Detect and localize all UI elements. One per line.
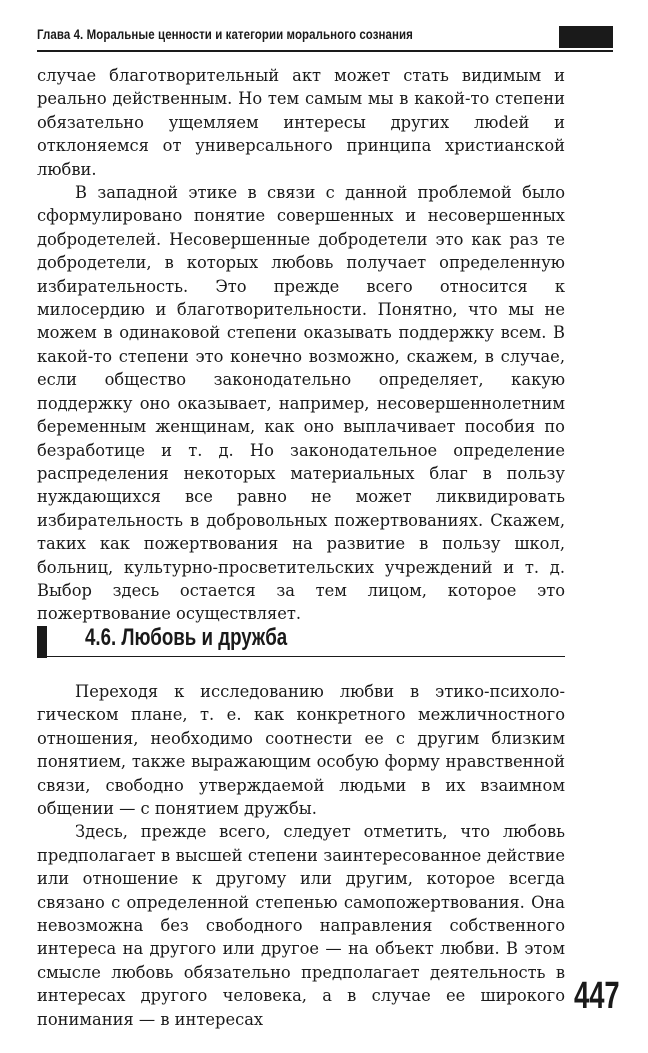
paragraph: В западной этике в связи с данной проблемой было сформулировано понятие совершенных и несовершенных добродетелей. Несовершенные добродетели это как раз те добродетели, в которых любовь получает определенную избирательность. Это прежде всего относится к милосердию и благотворительности. Понятно, что мы не можем в одинаковой степени оказывать поддержку всем. В какой-то степени это конечно возможно, скажем, в случае, если общество законодательно определяет, какую поддержку оно оказывает, например, несовершеннолетним беременным женщинам, как оно выплачивает пособия по безработице и т. д. Но законодательное определение распределения некоторых материальных благ в пользу нуждающихся все равно не может ликвидировать избирательность в добровольных пожертвованиях. Скажем, таких как пожертвования на развитие в пользу школ, больниц, культурно-просветительских учреждений и т. д. Выбор здесь остается за тем лицом, которое это пожертвование осуществляет.	[37, 183, 565, 624]
page-number: 447	[574, 975, 620, 1017]
section-marker	[37, 626, 47, 658]
text-block-bottom	[37, 680, 565, 1031]
running-head-title: Глава 4. Моральные ценности и категории морального сознания	[37, 26, 413, 42]
section-title: 4.6. Любовь и дружба	[85, 624, 288, 651]
paragraph-continued: случае благотворительный акт может стать видимым и реально действенным. Но тем самым мы в какой-то степени обязательно ущемляем интересы других люdей и отклоняемся от универсального принципа христианской любви.	[37, 66, 565, 179]
running-head	[37, 22, 613, 52]
paragraph: Переходя к исследованию любви в этико-психологическом плане, т. е. как конкретного межличностного отношения, необходимо соотнести ее с другим близким понятием, также выражающим особую форму нравственной связи, свободно утверждаемой людьми в их взаимном общении — с понятием дружбы.	[37, 682, 565, 819]
paragraph: Здесь, прежде всего, следует отметить, что любовь предполагает в высшей степени заинтересованное действие или отношение к другому или другим, которое всегда связано с определенной степенью самопожертвования. Она невозможна без свободного направления собственного интереса на другого или другое — на объект любви. В этом смысле любовь обязательно предполагает деятельность в интересах другого человека, а в случае ее широкого понимания — в интересах	[37, 822, 565, 1029]
text-block-top	[37, 64, 565, 626]
section-heading	[37, 626, 565, 657]
running-head-decorative-block	[559, 26, 613, 48]
